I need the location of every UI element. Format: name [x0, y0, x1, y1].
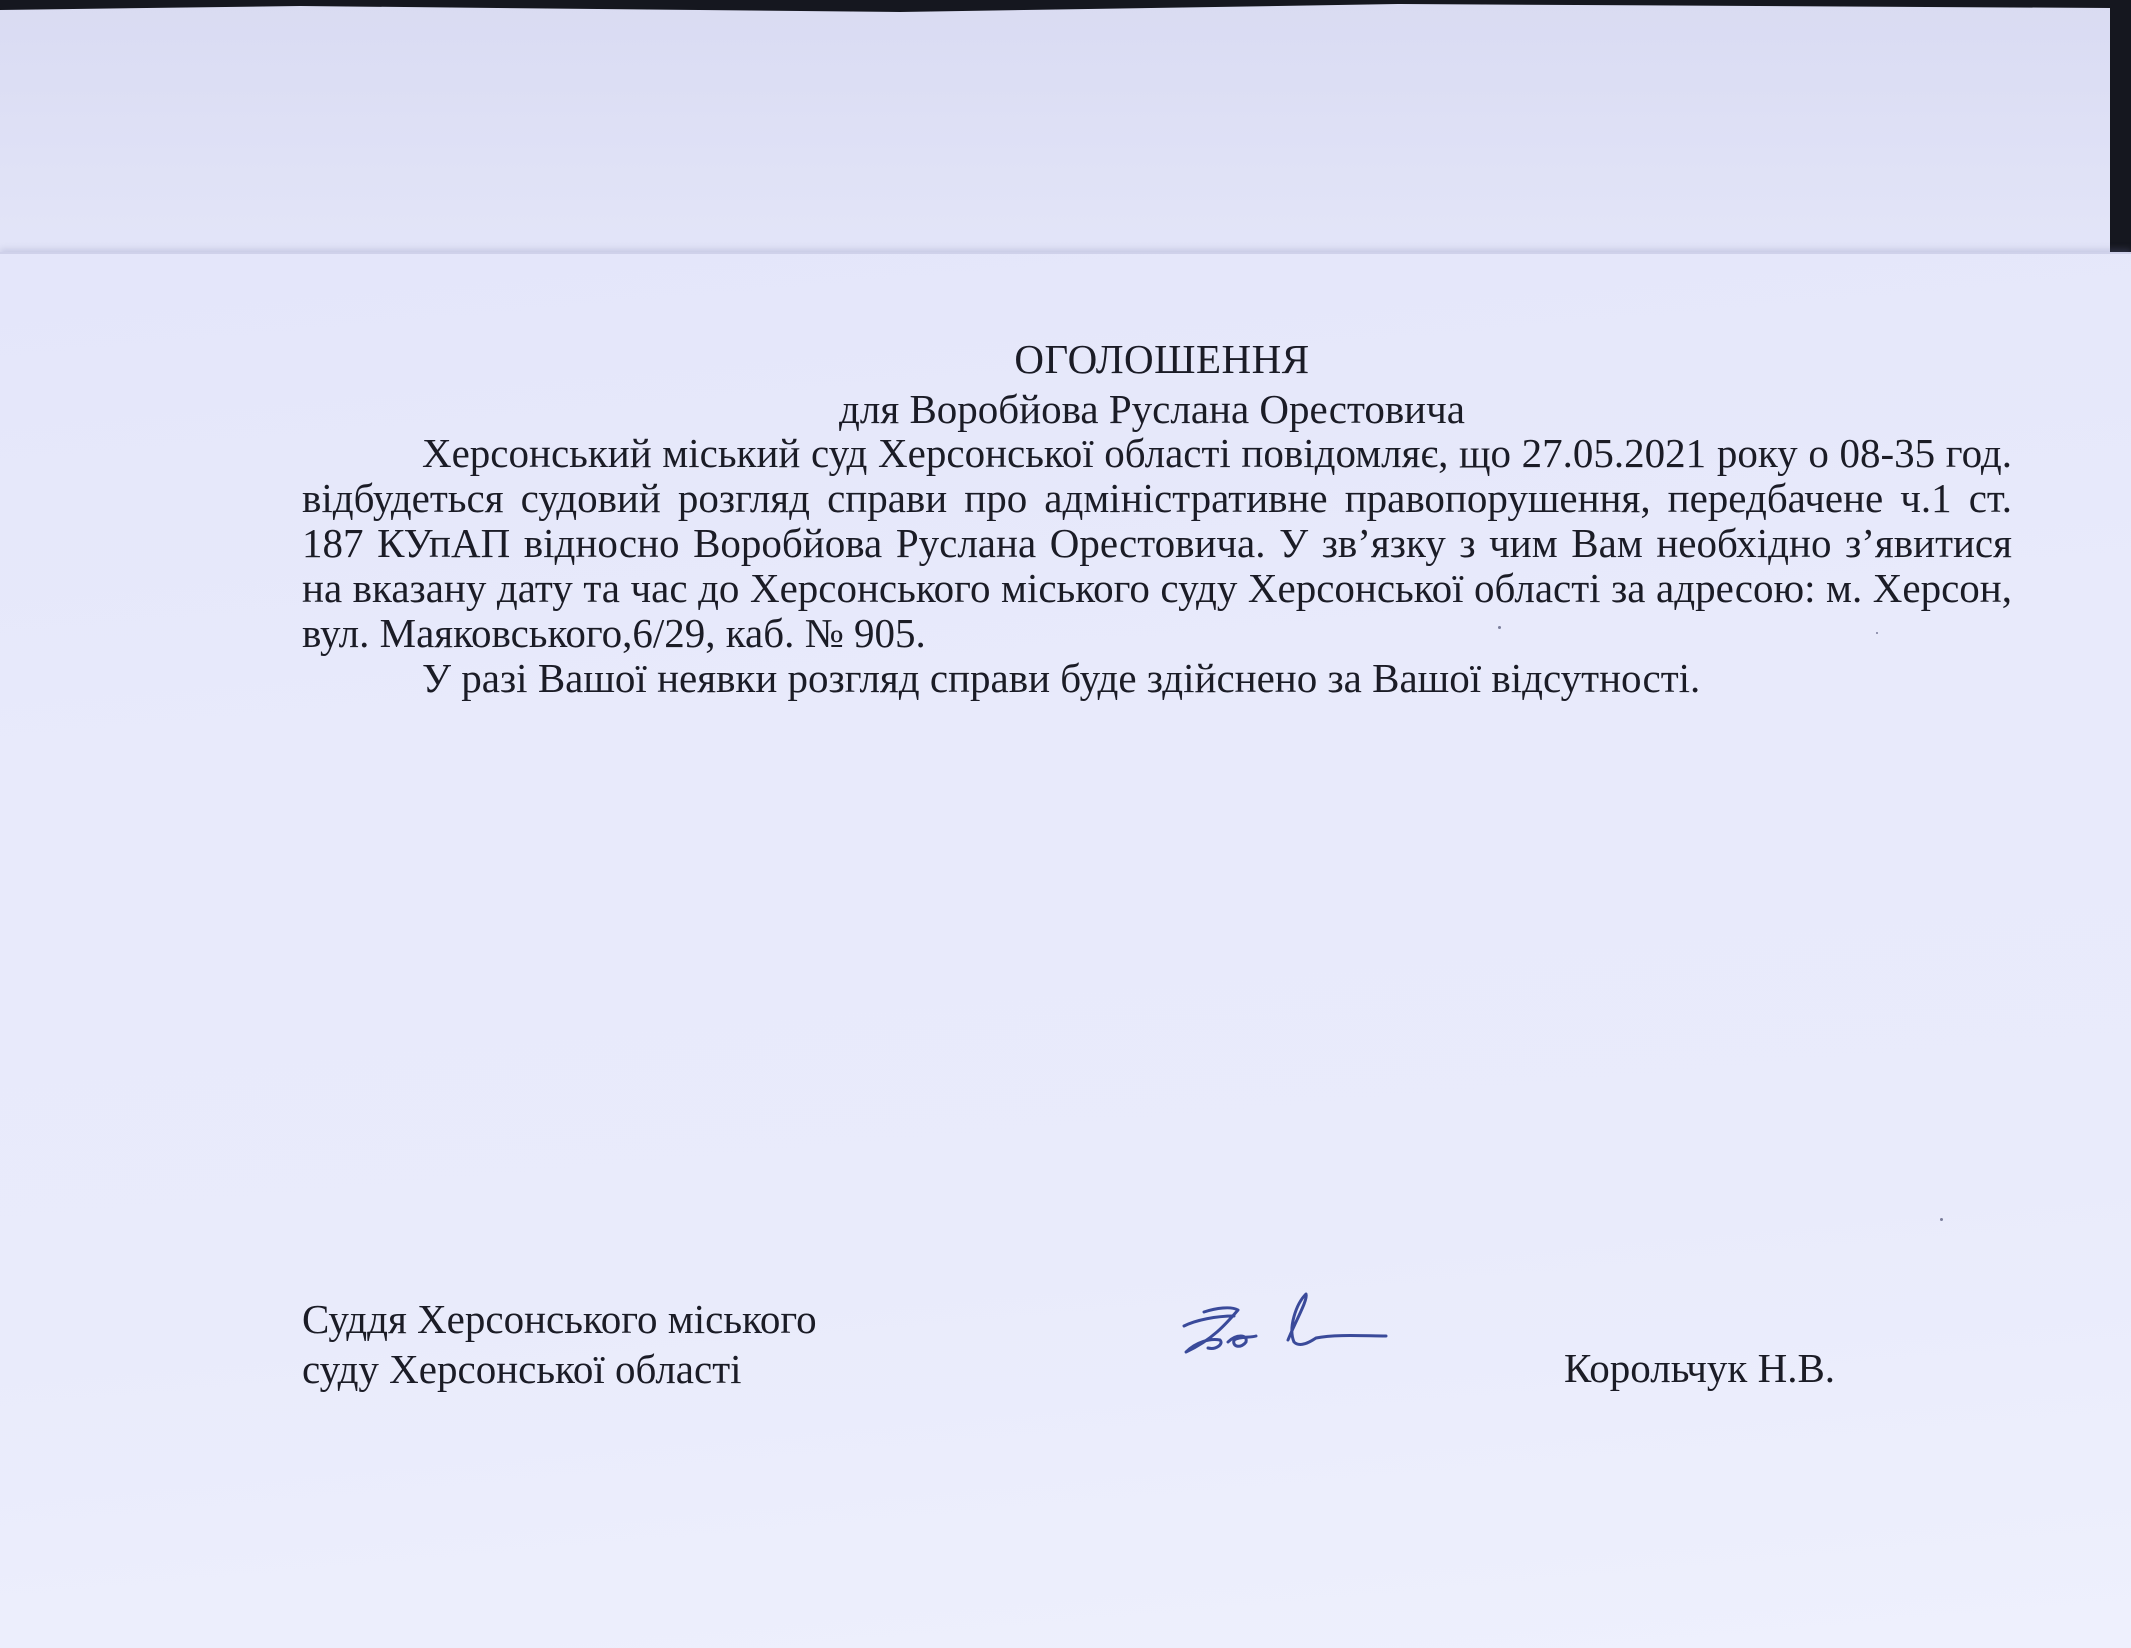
judge-name: Корольчук Н.В.	[1564, 1345, 1836, 1391]
dust-speck	[1876, 632, 1878, 634]
back-sheet	[0, 0, 2112, 260]
notice-body	[302, 431, 2012, 701]
dust-speck	[1940, 1218, 1943, 1221]
judge-position-line-1: Суддя Херсонського міського	[302, 1296, 817, 1342]
judge-position-line-2: суду Херсонської області	[302, 1346, 742, 1392]
notice-paragraph-2: У разі Вашої неявки розгляд справи буде здійснено за Вашої відсутності.	[422, 655, 1701, 701]
notice-paragraph-1: Херсонський міський суд Херсонської області повідомляє, що 27.05.2021 року о 08-35 год. відбудеться судовий розгляд справи про адміністративне правопорушення, передбачене ч.1 ст. 187 КУпАП відносно Воробйова Руслана Орестовича. У зв’язку з чим Вам необхідно з’явитися на вказану дату та час до Херсонського міського суду Херсонської області за адресою: м. Херсон, вул. Маяковського,6/29, каб. № 905.	[302, 430, 2012, 656]
notice-recipient: для Воробйова Руслана Орестовича	[839, 386, 1465, 432]
handwritten-signature	[1176, 1290, 1396, 1370]
dust-speck	[1498, 626, 1501, 629]
notice-title: ОГОЛОШЕННЯ	[1014, 336, 1310, 382]
judge-position	[302, 1294, 817, 1394]
